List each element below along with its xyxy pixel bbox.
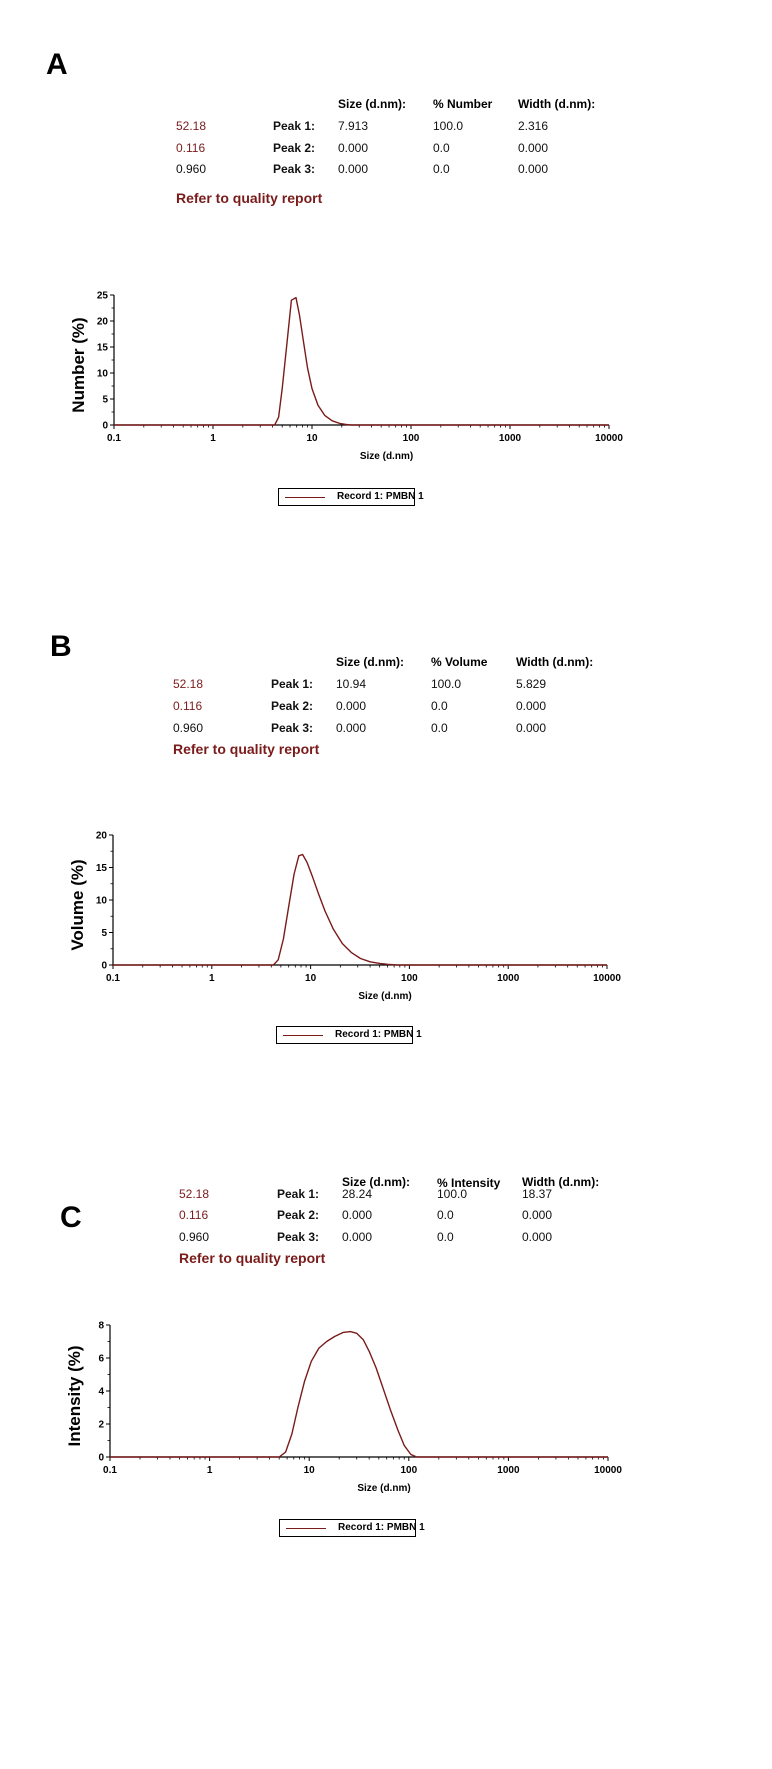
peak-2-size: 0.000 — [342, 1208, 373, 1222]
peak-2-percent: 0.0 — [437, 1208, 454, 1222]
intercept-value: 0.960 — [176, 162, 207, 176]
chart-number-distribution — [0, 280, 772, 480]
legend-line-swatch — [286, 1528, 326, 1529]
y-tick-label: 10 — [95, 895, 107, 907]
x-tick-label: 10000 — [594, 1465, 622, 1476]
header-size: Size (d.nm): — [342, 1175, 410, 1189]
series-line — [114, 298, 609, 425]
panel-label: C — [60, 1201, 82, 1234]
y-tick-label: 0 — [98, 1452, 104, 1464]
x-tick-label: 1 — [209, 973, 215, 984]
header-size: Size (d.nm): — [338, 97, 406, 111]
x-tick-label: 0.1 — [103, 1465, 117, 1476]
result-quality-link[interactable]: Refer to quality report — [173, 741, 320, 757]
x-tick-label: 0.1 — [107, 433, 121, 444]
y-tick-label: 4 — [98, 1386, 104, 1398]
peak-3-label: Peak 3: — [277, 1230, 320, 1244]
peak-1-label: Peak 1: — [271, 677, 314, 691]
peak-2-width: 0.000 — [516, 699, 547, 713]
panel-label: A — [46, 48, 68, 81]
x-axis-label: Size (d.nm) — [358, 991, 412, 1002]
peak-1-label: Peak 1: — [277, 1187, 320, 1201]
header-percent: % Intensity — [437, 1176, 501, 1190]
peak-3-percent: 0.0 — [431, 721, 448, 735]
peak-2-size: 0.000 — [336, 699, 367, 713]
x-tick-label: 0.1 — [106, 973, 120, 984]
peak-3-percent: 0.0 — [433, 162, 450, 176]
peak-1-label: Peak 1: — [273, 119, 316, 133]
y-tick-label: 8 — [98, 1320, 104, 1332]
y-tick-label: 20 — [95, 830, 107, 842]
peak-2-percent: 0.0 — [431, 699, 448, 713]
header-percent: % Volume — [431, 655, 488, 669]
peak-2-label: Peak 2: — [277, 1208, 320, 1222]
x-tick-label: 10000 — [593, 973, 621, 984]
peak-2-width: 0.000 — [522, 1208, 553, 1222]
legend — [276, 1026, 422, 1044]
intercept-value: 0.960 — [179, 1230, 210, 1244]
peak-3-width: 0.000 — [522, 1230, 553, 1244]
peak-3-width: 0.000 — [518, 162, 549, 176]
pdi-value: 0.116 — [179, 1208, 209, 1222]
y-tick-label: 6 — [98, 1353, 104, 1365]
peak-1-size: 10.94 — [336, 677, 367, 691]
x-axis-label: Size (d.nm) — [357, 1483, 411, 1494]
x-axis-label: Size (d.nm) — [359, 451, 414, 462]
y-tick-label: 5 — [101, 928, 107, 939]
legend — [278, 488, 424, 506]
legend-label: Record 1: PMBN 1 — [338, 1522, 425, 1533]
peak-1-size: 28.24 — [342, 1187, 373, 1201]
pdi-value: 0.116 — [176, 141, 206, 155]
result-quality-link[interactable]: Refer to quality report — [176, 190, 323, 206]
y-tick-label: 15 — [95, 863, 107, 874]
header-percent: % Number — [433, 97, 493, 111]
series-line — [113, 855, 607, 966]
x-tick-label: 1 — [206, 1465, 213, 1476]
panel-label: B — [50, 630, 72, 663]
legend-label: Record 1: PMBN 1 — [337, 491, 424, 502]
x-tick-label: 1 — [210, 433, 216, 444]
x-tick-label: 100 — [400, 1465, 418, 1476]
z-average-value: 52.18 — [179, 1187, 210, 1201]
peak-3-percent: 0.0 — [437, 1230, 454, 1244]
peak-3-width: 0.000 — [516, 721, 547, 735]
peak-2-percent: 0.0 — [433, 141, 450, 155]
legend-line-swatch — [283, 1035, 323, 1036]
pdi-value: 0.116 — [173, 699, 203, 713]
x-tick-label: 1000 — [498, 433, 522, 444]
chart-intensity-distribution — [0, 1313, 772, 1513]
x-tick-label: 100 — [402, 433, 420, 444]
peak-3-label: Peak 3: — [271, 721, 314, 735]
x-tick-label: 10 — [303, 1465, 315, 1476]
x-tick-label: 1000 — [497, 1465, 520, 1476]
y-axis-label: Intensity (%) — [65, 1345, 84, 1447]
header-width: Width (d.nm): — [516, 655, 594, 669]
peak-2-label: Peak 2: — [271, 699, 314, 713]
y-tick-label: 2 — [98, 1419, 104, 1431]
x-tick-label: 10 — [305, 973, 317, 984]
y-tick-label: 0 — [102, 420, 108, 432]
legend-line-swatch — [285, 497, 325, 498]
y-tick-label: 10 — [96, 368, 108, 380]
y-tick-label: 20 — [96, 316, 108, 328]
x-tick-label: 10000 — [595, 433, 623, 444]
peak-1-width: 5.829 — [516, 677, 547, 691]
y-tick-label: 5 — [102, 394, 108, 406]
peak-2-width: 0.000 — [518, 141, 549, 155]
peak-3-size: 0.000 — [336, 721, 367, 735]
peak-2-size: 0.000 — [338, 141, 369, 155]
x-tick-label: 100 — [401, 973, 418, 984]
peak-1-width: 18.37 — [522, 1187, 553, 1201]
header-width: Width (d.nm): — [518, 97, 596, 111]
peak-1-size: 7.913 — [338, 119, 369, 133]
y-axis-label: Number (%) — [69, 317, 88, 413]
header-size: Size (d.nm): — [336, 655, 404, 669]
chart-volume-distribution — [0, 822, 772, 1022]
x-tick-label: 10 — [306, 433, 318, 444]
y-tick-label: 25 — [96, 290, 108, 302]
peak-3-label: Peak 3: — [273, 162, 316, 176]
result-quality-link[interactable]: Refer to quality report — [179, 1250, 326, 1266]
header-width: Width (d.nm): — [522, 1175, 600, 1189]
legend-label: Record 1: PMBN 1 — [335, 1029, 422, 1040]
series-line — [110, 1332, 608, 1457]
intercept-value: 0.960 — [173, 721, 204, 735]
x-tick-label: 1000 — [497, 973, 520, 984]
y-tick-label: 0 — [101, 960, 107, 972]
peak-2-label: Peak 2: — [273, 141, 316, 155]
legend — [279, 1519, 425, 1537]
y-tick-label: 15 — [96, 342, 108, 354]
peak-1-width: 2.316 — [518, 119, 549, 133]
peak-1-percent: 100.0 — [437, 1187, 468, 1201]
y-axis-label: Volume (%) — [68, 859, 87, 951]
peak-3-size: 0.000 — [342, 1230, 373, 1244]
peak-1-percent: 100.0 — [431, 677, 462, 691]
z-average-value: 52.18 — [173, 677, 204, 691]
peak-3-size: 0.000 — [338, 162, 369, 176]
peak-1-percent: 100.0 — [433, 119, 464, 133]
z-average-value: 52.18 — [176, 119, 207, 133]
